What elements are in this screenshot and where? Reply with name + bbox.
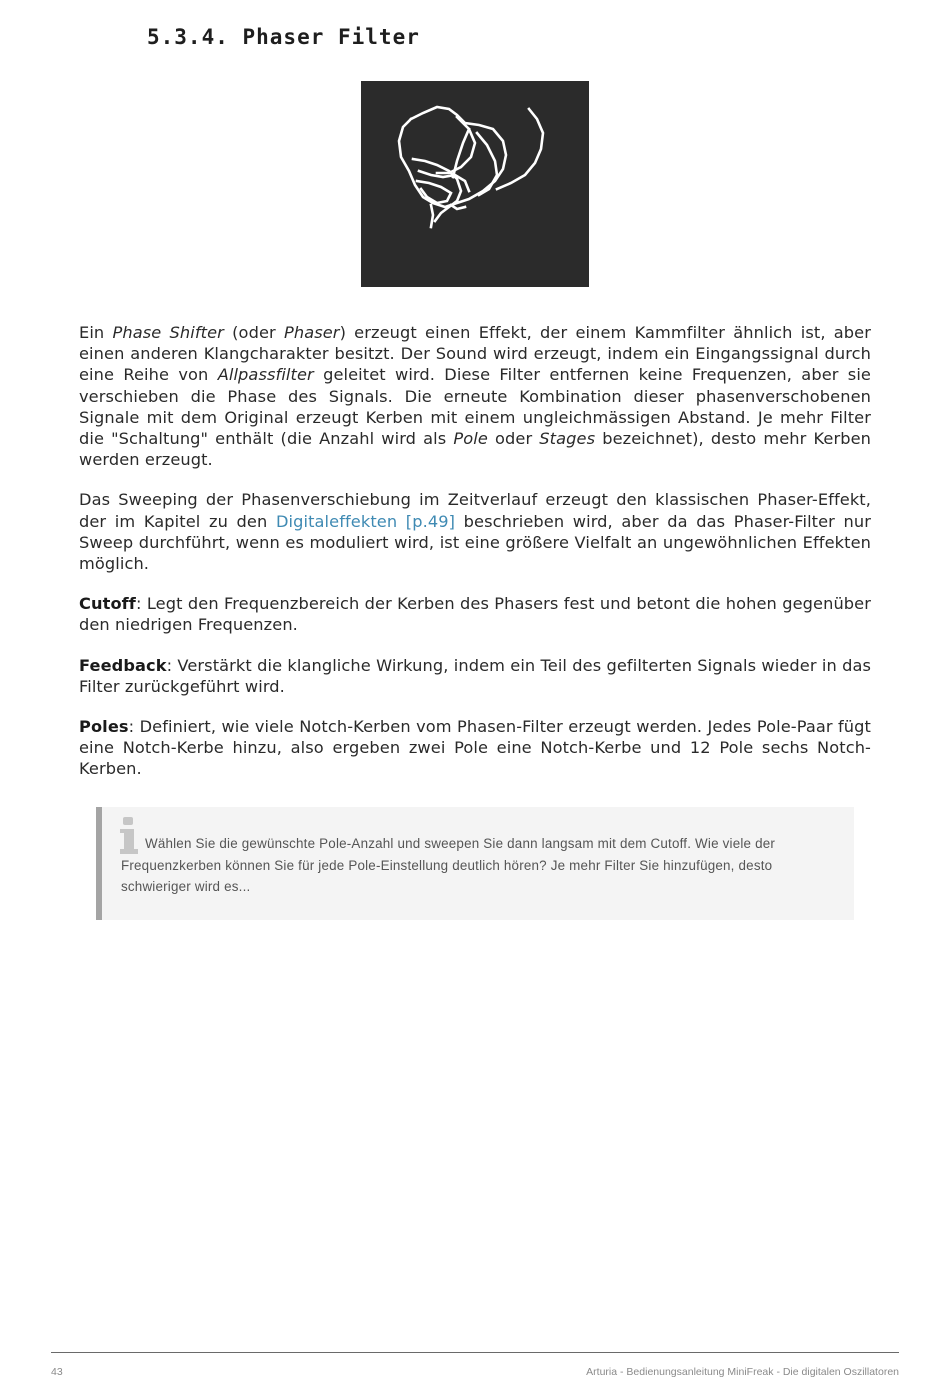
parameter-term: Poles	[79, 717, 129, 737]
text-run: ) erzeugt einen Effekt, der einem Kammfilter ähnlich ist, aber einen anderen Klangcharakter besitzt. Der Sound wird erzeugt, indem ein Eingangssignal durch eine Reihe von	[79, 323, 871, 385]
text-run: Ein	[79, 323, 113, 342]
text-run: Das Sweeping der Phasenverschiebung im Zeitverlauf erzeugt den klassischen Phaser-Effekt, der im Kapitel zu den	[79, 490, 871, 531]
text-run: : Definiert, wie viele Notch-Kerben vom Phasen-Filter erzeugt werden. Jedes Pole-Paar fügt eine Notch-Kerbe hinzu, also ergeben zwei Pole eine Notch-Kerbe und 12 Pole sechs Notch-Kerben.	[79, 717, 871, 779]
text-run: geleitet wird. Diese Filter entfernen keine Frequenzen, aber sie verschieben die Phase des Signals. Die erneute Kombination dieser phasenverschobenen Signale mit dem Original erzeugt Kerben mit einem ungleichmässigen Abstand. Je mehr Filter die "Schaltung" enthält (die Anzahl wird als	[79, 365, 871, 449]
note-text	[121, 833, 841, 898]
document-title: Arturia - Bedienungsanleitung MiniFreak - Die digitalen Oszillatoren	[586, 1366, 899, 1378]
digital-effects-link[interactable]: Digitaleffekten [p.49]	[275, 511, 456, 531]
paragraph-poles	[79, 716, 871, 780]
info-note	[96, 807, 854, 920]
phaser-filter-icon	[361, 81, 589, 287]
emphasis-term: Phaser	[283, 323, 340, 342]
page-number: 43	[51, 1366, 63, 1378]
paragraph-feedback	[79, 655, 871, 697]
parameter-term: Cutoff	[79, 594, 136, 614]
emphasis-term: Allpassfilter	[217, 365, 314, 385]
text-run: : Legt den Frequenzbereich der Kerben des Phasers fest und betont die hohen gegenüber den niedrigen Frequenzen.	[79, 594, 871, 635]
paragraph-intro	[79, 322, 871, 470]
paragraph-cutoff	[79, 593, 871, 635]
text-run: : Verstärkt die klangliche Wirkung, indem ein Teil des gefilterten Signals wieder in das Filter zurückgeführt wird.	[79, 655, 871, 696]
text-run: oder	[487, 429, 540, 449]
text-run: beschrieben wird, aber da das Phaser-Filter nur Sweep durchführt, wenn es moduliert wird, ist eine größere Vielfalt an ungewöhnlichen Effekten möglich.	[79, 511, 871, 574]
section-heading: 5.3.4. Phaser Filter	[147, 25, 420, 49]
paragraph-sweep	[79, 489, 871, 574]
text-run: bezeichnet), desto mehr Kerben werden erzeugt.	[79, 429, 871, 470]
emphasis-term: Phase Shifter	[112, 323, 224, 342]
note-body: Wählen Sie die gewünschte Pole-Anzahl und sweepen Sie dann langsam mit dem Cutoff. Wie viele der Frequenzkerben können Sie für jede Pole-Einstellung deutlich hören? Je mehr Filter Sie hinzufügen, desto schwieriger wird es...	[121, 836, 776, 894]
parameter-term: Feedback	[79, 655, 167, 675]
footer-divider	[51, 1352, 899, 1353]
body-text	[79, 322, 871, 799]
phaser-filter-illustration	[361, 81, 589, 287]
emphasis-term: Stages	[539, 429, 596, 449]
text-run: (oder	[223, 323, 284, 342]
emphasis-term: Pole	[453, 429, 488, 449]
